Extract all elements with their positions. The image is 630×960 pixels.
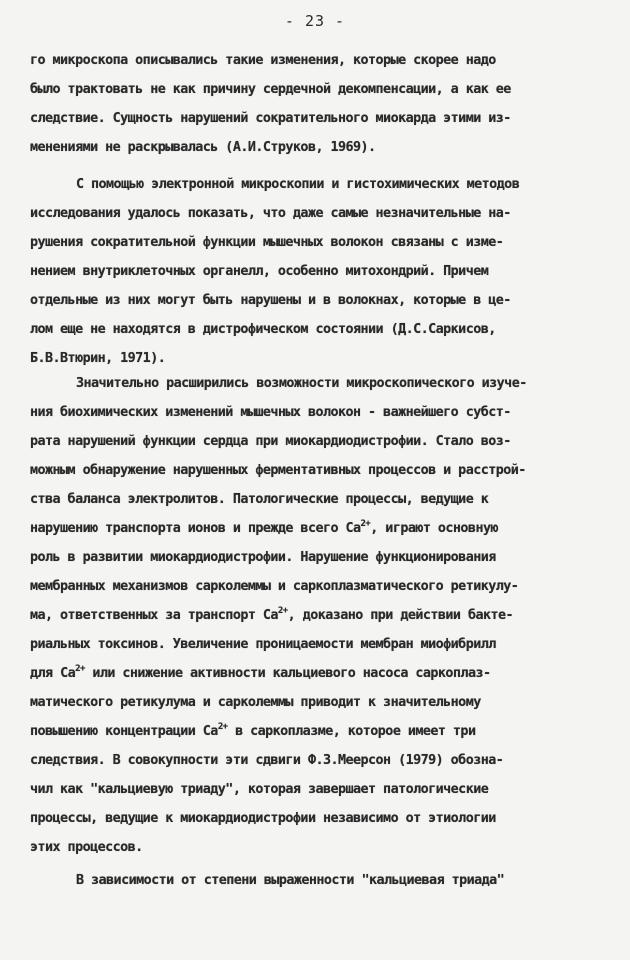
text-line: ства баланса электролитов. Патологические процессы, ведущие к	[30, 492, 489, 507]
text-line: следствия. В совокупности эти сдвиги Ф.З.Меерсон (1979) обозна-	[30, 753, 504, 768]
text-line: матического ретикулума и сарколеммы приводит к значительному	[30, 695, 481, 710]
ion-charge-superscript: 2+	[360, 519, 371, 529]
text-line: менениями не раскрывалась (А.И.Струков, 1969).	[30, 140, 376, 155]
text-line: рушения сократительной функции мышечных волокон связаны с изме-	[30, 235, 504, 250]
text-line: этих процессов.	[30, 840, 143, 855]
text-line: нарушению транспорта ионов и прежде всего $Ca^{2+}$, играют основную	[30, 519, 498, 536]
text-line: ния биохимических изменений мышечных волокон - важнейшего субст-	[30, 405, 511, 420]
text-line: нением внутриклеточных органелл, особенно митохондрий. Причем	[30, 264, 489, 279]
text-line: ма, ответственных за транспорт $Ca^{2+}$, доказано при действии бакте-	[30, 606, 514, 623]
text-line: повышению концентрации $Ca^{2+}$ в саркоплазме, которое имеет три	[30, 722, 476, 739]
text-line: процессы, ведущие к миокардиодистрофии независимо от этиологии	[30, 811, 496, 826]
text-line: В зависимости от степени выраженности "кальциевая триада"	[76, 873, 505, 888]
text-line: роль в развитии миокардиодистрофии. Нарушение функционирования	[30, 550, 496, 565]
text-line: Б.В.Втюрин, 1971).	[30, 351, 166, 366]
ion-charge-superscript: 2+	[75, 664, 85, 674]
text-line: для $Ca^{2+}$ или снижение активности кальциевого насоса саркоплаз-	[30, 664, 491, 681]
page-number: - 23 -	[284, 12, 346, 30]
text-line: исследования удалось показать, что даже самые незначительные на-	[30, 206, 511, 221]
text-line: можным обнаружение нарушенных ферментативных процессов и расстрой-	[30, 463, 526, 478]
text-line: го микроскопа описывались такие изменения, которые скорее надо	[30, 53, 496, 68]
text-line: было трактовать не как причину сердечной декомпенсации, а как ее	[30, 82, 511, 97]
ion-charge-superscript: 2+	[217, 722, 228, 732]
text-line: следствие. Сущность нарушений сократительного миокарда этими из-	[30, 111, 511, 126]
text-line: мембранных механизмов сарколеммы и саркоплазматического ретикулу-	[30, 579, 519, 594]
text-line: Значительно расширились возможности микроскопического изуче-	[76, 376, 527, 391]
text-line: риальных токсинов. Увеличение проницаемости мембран миофибрилл	[30, 637, 496, 652]
text-line: лом еще не находятся в дистрофическом состоянии (Д.С.Саркисов,	[30, 322, 496, 337]
text-line: отдельные из них могут быть нарушены и в волокнах, которые в це-	[30, 293, 511, 308]
text-line: С помощью электронной микроскопии и гистохимических методов	[76, 177, 520, 192]
text-line: рата нарушений функции сердца при миокардиодистрофии. Стало воз-	[30, 434, 511, 449]
text-line: чил как "кальциевую триаду", которая завершает патологические	[30, 782, 489, 797]
ion-charge-superscript: 2+	[277, 606, 288, 616]
